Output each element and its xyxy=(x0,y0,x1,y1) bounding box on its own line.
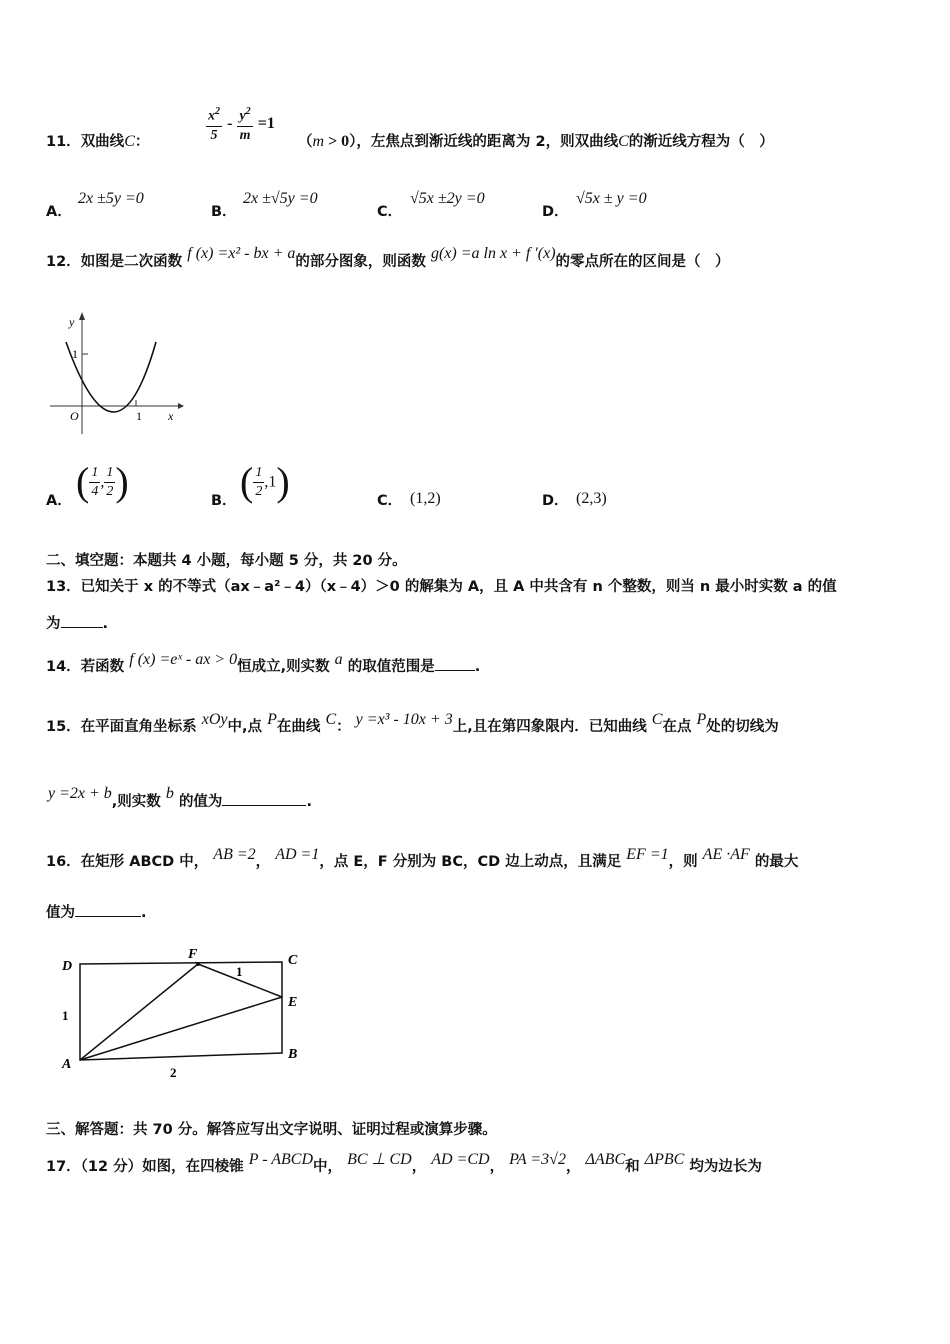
q12-option-a-label: A． xyxy=(46,493,72,509)
q17-text-2: 和 xyxy=(625,1159,640,1175)
q12-option-c-label: C． xyxy=(377,493,403,509)
fig-label-1-left: 1 xyxy=(62,1008,69,1023)
q12-graph xyxy=(44,310,184,435)
q17-text-3: 均为边长为 xyxy=(689,1159,762,1175)
q13-line-1: 13．已知关于 x 的不等式（ax﹣a²﹣4）（x﹣4）＞0 的解集为 A，且 A 中共含有 n 个整数，则当 n 最小时实数 a 的值 xyxy=(46,579,837,595)
q15-point-p: P xyxy=(267,711,277,728)
q17-triangle-abc: ΔABC xyxy=(585,1151,626,1168)
q15-tangent: y =2x + b xyxy=(48,785,112,802)
q16-ab: AB =2 xyxy=(213,846,256,863)
q16-ad: AD =1 xyxy=(275,846,320,863)
q15-curve-c2: C xyxy=(651,711,663,728)
q12-option-c: (1,2) xyxy=(410,490,441,507)
q16-text-2: ，则 xyxy=(668,854,698,870)
q11-option-c: √5x ±2y =0 xyxy=(410,190,485,207)
q15-line-2: y =2x + b,则实数 b 的值为 . xyxy=(48,785,312,810)
rectangle-abcd xyxy=(80,962,282,1060)
q12-x-arrow xyxy=(178,403,184,409)
fig-label-d: D xyxy=(62,959,73,974)
q16-figure xyxy=(56,940,316,1080)
q16-line-1 xyxy=(46,846,799,871)
q12-label-o: O xyxy=(70,409,79,423)
q14-text-1: 恒成立,则实数 xyxy=(237,659,330,675)
q13-label: 为 xyxy=(46,616,61,632)
segment-af xyxy=(80,964,198,1060)
fig-label-f: F xyxy=(188,947,198,962)
q11-text-2: ），左焦点到渐近线的距离为 2，则双曲线 xyxy=(349,134,619,150)
q17-text-1: 中， xyxy=(313,1159,343,1175)
q14-text-2: 的取值范围是 xyxy=(347,659,435,675)
q15-text-7: 的值为 xyxy=(178,794,223,810)
q16-line-2: 值为 . xyxy=(46,901,147,922)
q17-sep-3: ， xyxy=(565,1159,581,1175)
q16-text-1: ，点 E，F 分别为 BC，CD 边上动点，且满足 xyxy=(319,854,622,870)
q11-cond-gt: > 0 xyxy=(324,133,350,150)
q12-label-y: y xyxy=(69,315,75,329)
q15-xoy: xOy xyxy=(201,711,228,728)
q11-curve-c2: C xyxy=(618,133,629,150)
q16-dot-product: AE ·AF xyxy=(702,846,750,863)
q15-text-4: 在点 xyxy=(662,719,692,735)
q15-point-p2: P xyxy=(696,711,707,728)
q12-parabola xyxy=(66,342,156,412)
q12-y-arrow xyxy=(79,312,85,320)
q17-pyramid: P - ABCD xyxy=(248,1151,314,1168)
q16-answer-blank[interactable] xyxy=(75,902,141,917)
q16-comma: ， xyxy=(255,854,271,870)
q16-text-0: 16．在矩形 ABCD 中， xyxy=(46,854,209,870)
q12-options xyxy=(46,459,906,512)
q15-curve-eq: y =x³ - 10x + 3 xyxy=(355,711,453,728)
q17-line xyxy=(46,1151,762,1176)
q12-option-b: ( $\frac{1}{2}$ ,1) xyxy=(240,459,290,504)
section-3-heading: 三、解答题：共 70 分。解答应写出文字说明、证明过程或演算步骤。 xyxy=(46,1122,497,1138)
q17-cond-3: PA =3√2 xyxy=(509,1151,566,1168)
q17-sep-2: ， xyxy=(489,1159,505,1175)
q11-eq1: =1 xyxy=(257,114,275,132)
q11-option-c-label: C． xyxy=(377,204,403,220)
q17-cond-2: AD =CD xyxy=(431,1151,490,1168)
q17-sep-1: ， xyxy=(411,1159,427,1175)
section-2-heading: 二、填空题：本题共 4 小题，每小题 5 分，共 20 分。 xyxy=(46,553,407,569)
q12-label-1y: 1 xyxy=(72,347,78,361)
q11-option-b-label: B． xyxy=(211,204,237,220)
q13-line-2: 为 . xyxy=(46,612,108,633)
q12-label-1x: 1 xyxy=(136,409,142,423)
q13-answer-blank[interactable] xyxy=(61,613,103,628)
q17-triangle-pbc: ΔPBC xyxy=(644,1151,685,1168)
fig-label-c: C xyxy=(288,953,298,968)
q15-text-5: 处的切线为 xyxy=(706,719,779,735)
q11-option-d-label: D． xyxy=(542,204,569,220)
q12-text-2: 的部分图象，则函数 xyxy=(295,254,426,270)
q14-var-a: a xyxy=(334,651,343,668)
q17-text-0: 17．（12 分）如图，在四棱锥 xyxy=(46,1159,244,1175)
q15-text-0: 15．在平面直角坐标系 xyxy=(46,719,197,735)
q15-answer-blank[interactable] xyxy=(222,791,306,806)
q15-line-1 xyxy=(46,711,779,736)
fig-label-1-fe: 1 xyxy=(236,964,243,979)
q12-quadratic: f (x) =x² - bx + a xyxy=(187,245,296,262)
segment-ae xyxy=(80,997,282,1060)
q12-line xyxy=(46,245,730,271)
fig-label-b: B xyxy=(288,1047,298,1062)
fig-label-2: 2 xyxy=(170,1065,177,1080)
q11-text-1: 双曲线 xyxy=(80,134,125,150)
fig-label-a: A xyxy=(62,1057,72,1072)
q12-label-x: x xyxy=(168,409,174,423)
q11-curve-c: C xyxy=(124,133,135,150)
q11-equation xyxy=(206,103,275,145)
q11-option-d: √5x ± y =0 xyxy=(576,190,647,207)
fig-label-e: E xyxy=(288,995,298,1010)
q11-minus: - xyxy=(227,114,233,132)
q11-options xyxy=(46,190,906,220)
q17-cond-1: BC ⊥ CD xyxy=(347,1151,412,1168)
q11-text-3: 的渐近线方程为（ ） xyxy=(628,134,774,150)
q12-text-3: 的零点所在的区间是（ ） xyxy=(555,254,730,270)
q11-option-b: 2x ±√5y =0 xyxy=(243,190,318,207)
q15-text-1: 中,点 xyxy=(227,719,263,735)
q12-option-d: (2,3) xyxy=(576,490,607,507)
q14-text-0: 14．若函数 xyxy=(46,659,125,675)
q12-function-g: g(x) =a ln x + f ′(x) xyxy=(430,245,556,262)
q11-option-a-label: A． xyxy=(46,204,72,220)
q14-function: f (x) =eˣ - ax > 0 xyxy=(129,651,238,668)
q11-colon: ： xyxy=(134,134,150,150)
q11-option-a: 2x ±5y =0 xyxy=(78,190,144,207)
q12-option-b-label: B． xyxy=(211,493,237,509)
q14-line: 14．若函数 f (x) =eˣ - ax > 0恒成立,则实数 a 的取值范围是 . xyxy=(46,651,481,675)
q15-colon: ： xyxy=(336,719,351,735)
q12-option-a: ( $\frac{1}{4}$ , $\frac{1}{2}$ ) xyxy=(76,459,129,504)
point-f-dot xyxy=(196,962,200,966)
q11-cond-open: （ xyxy=(298,134,313,150)
q15-curve-c: C xyxy=(325,711,337,728)
q11-cond-m: m xyxy=(312,133,325,150)
q11-number: 11． xyxy=(46,134,81,150)
q15-text-2: 在曲线 xyxy=(276,719,321,735)
q12-text-1: 如图是二次函数 xyxy=(80,254,183,270)
q12-number: 12． xyxy=(46,254,81,270)
q16-text-3: 的最大 xyxy=(754,854,799,870)
q15-var-b: b xyxy=(165,785,174,802)
q12-option-d-label: D． xyxy=(542,493,569,509)
q15-text-3: 上,且在第四象限内．已知曲线 xyxy=(452,719,647,735)
q11-frac-x: $\frac{x^2}{5}$ xyxy=(206,103,222,145)
q11-frac-y: $\frac{y^2}{m}$ xyxy=(237,103,252,145)
q15-text-6: ,则实数 xyxy=(111,794,161,810)
q14-answer-blank[interactable] xyxy=(435,656,475,671)
q16-label: 值为 xyxy=(46,905,75,921)
q16-ef: EF =1 xyxy=(626,846,669,863)
